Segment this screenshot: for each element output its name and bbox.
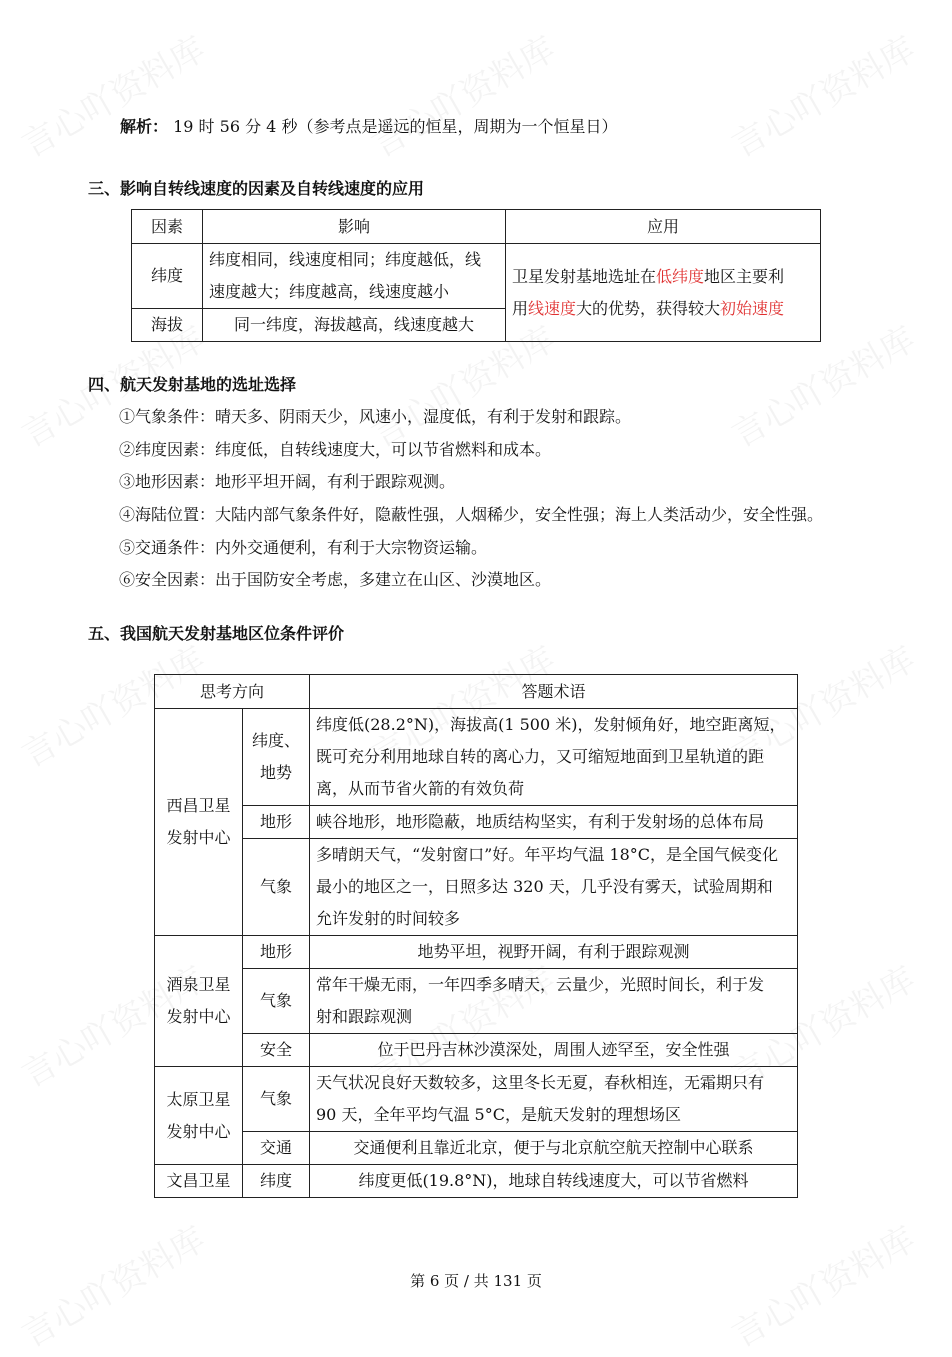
factor-weather: 气象 [243, 1067, 310, 1132]
site-xichang: 西昌卫星 发射中心 [155, 709, 243, 936]
xichang-terrain-text: 峡谷地形，地形隐蔽，地质结构坚实，有利于发射场的总体布局 [310, 806, 798, 839]
launch-site-table [154, 674, 798, 1198]
header-application: 应用 [506, 210, 821, 244]
effect-latitude-line2: 速度越大；纬度越高，线速度越小 [209, 282, 450, 301]
header-direction: 思考方向 [155, 675, 310, 709]
site-factor-item: ⑤交通条件：内外交通便利，有利于大宗物资运输。 [119, 538, 488, 557]
xichang-weather-text: 多晴朗天气，“发射窗口”好。年平均气温 18°C，是全国气候变化 最小的地区之一，日照多达 320 天，几乎没有雾天，试验周期和 允许发射的时间较多 [310, 839, 798, 936]
highlight-low-latitude: 低纬度 [656, 266, 705, 286]
application-line2: 用线速度大的优势，获得较大初始速度 [512, 298, 785, 318]
watermark [721, 22, 922, 166]
section4-title: 四、航天发射基地的选址选择 [88, 375, 297, 394]
watermark [361, 22, 562, 166]
jiuquan-weather-text: 常年干燥无雨，一年四季多晴天，云量少，光照时间长，利于发 射和跟踪观测 [310, 969, 798, 1034]
site-jiuquan: 酒泉卫星 发射中心 [155, 936, 243, 1067]
section5-title: 五、我国航天发射基地区位条件评价 [88, 624, 345, 643]
factor-latitude: 纬度 [243, 1165, 310, 1198]
wenchang-latitude-text: 纬度更低(19.8°N)，地球自转线速度大，可以节省燃料 [310, 1165, 798, 1198]
site-factor-item: ②纬度因素：纬度低，自转线速度大，可以节省燃料和成本。 [119, 440, 552, 459]
taiyuan-weather-text: 天气状况良好天数较多，这里冬长无夏，春秋相连，无霜期只有 90 天，全年平均气温 5°C，是航天发射的理想场区 [310, 1067, 798, 1132]
factor-terrain: 地形 [243, 806, 310, 839]
analysis-text: 19 时 56 分 4 秒（参考点是遥远的恒星，周期为一个恒星日） [173, 117, 618, 136]
effect-latitude-line1: 纬度相同，线速度相同；纬度越低，线 [209, 250, 482, 269]
factor-transport: 交通 [243, 1132, 310, 1165]
factor-safety: 安全 [243, 1034, 310, 1067]
analysis-line [120, 117, 617, 137]
taiyuan-transport-text: 交通便利且靠近北京，便于与北京航空航天控制中心联系 [310, 1132, 798, 1165]
factor-terrain: 地形 [243, 936, 310, 969]
site-wenchang: 文昌卫星 [155, 1165, 243, 1198]
rotation-speed-table [131, 209, 821, 342]
jiuquan-terrain-text: 地势平坦，视野开阔，有利于跟踪观测 [310, 936, 798, 969]
header-effect: 影响 [203, 210, 506, 244]
xichang-latitude-text: 纬度低(28.2°N)，海拔高(1 500 米)，发射倾角好，地空距离短， 既可充分利用地球自转的离心力，又可缩短地面到卫星轨道的距 离，从而节省火箭的有效负荷 [310, 709, 798, 806]
watermark [11, 22, 212, 166]
application-line1: 卫星发射基地选址在低纬度地区主要利 [512, 266, 785, 286]
section3-title: 三、影响自转线速度的因素及自转线速度的应用 [88, 179, 425, 198]
header-factor: 因素 [132, 210, 203, 244]
factor-altitude: 海拔 [132, 309, 203, 342]
site-factor-item: ⑥安全因素：出于国防安全考虑，多建立在山区、沙漠地区。 [119, 570, 552, 589]
header-terms: 答题术语 [310, 675, 798, 709]
factor-weather: 气象 [243, 969, 310, 1034]
factor-latitude: 纬度 [132, 244, 203, 309]
effect-latitude [203, 244, 506, 309]
site-factor-item: ③地形因素：地形平坦开阔，有利于跟踪观测。 [119, 472, 456, 491]
jiuquan-safety-text: 位于巴丹吉林沙漠深处，周围人迹罕至，安全性强 [310, 1034, 798, 1067]
site-factor-item: ④海陆位置：大陆内部气象条件好，隐蔽性强，人烟稀少，安全性强；海上人类活动少，安全性强。 [119, 505, 824, 524]
factor-weather: 气象 [243, 839, 310, 936]
site-taiyuan: 太原卫星 发射中心 [155, 1067, 243, 1165]
analysis-label: 解析： [120, 117, 169, 136]
factor-latitude-terrain: 纬度、 地势 [243, 709, 310, 806]
highlight-initial-speed: 初始速度 [720, 298, 785, 318]
application-cell [506, 244, 821, 342]
page-footer: 第 6 页 / 共 131 页 [410, 1272, 542, 1290]
site-factor-item: ①气象条件：晴天多、阴雨天少，风速小，湿度低，有利于发射和跟踪。 [119, 407, 632, 426]
effect-altitude: 同一纬度，海拔越高，线速度越大 [203, 309, 506, 342]
highlight-linear-speed: 线速度 [528, 298, 577, 318]
